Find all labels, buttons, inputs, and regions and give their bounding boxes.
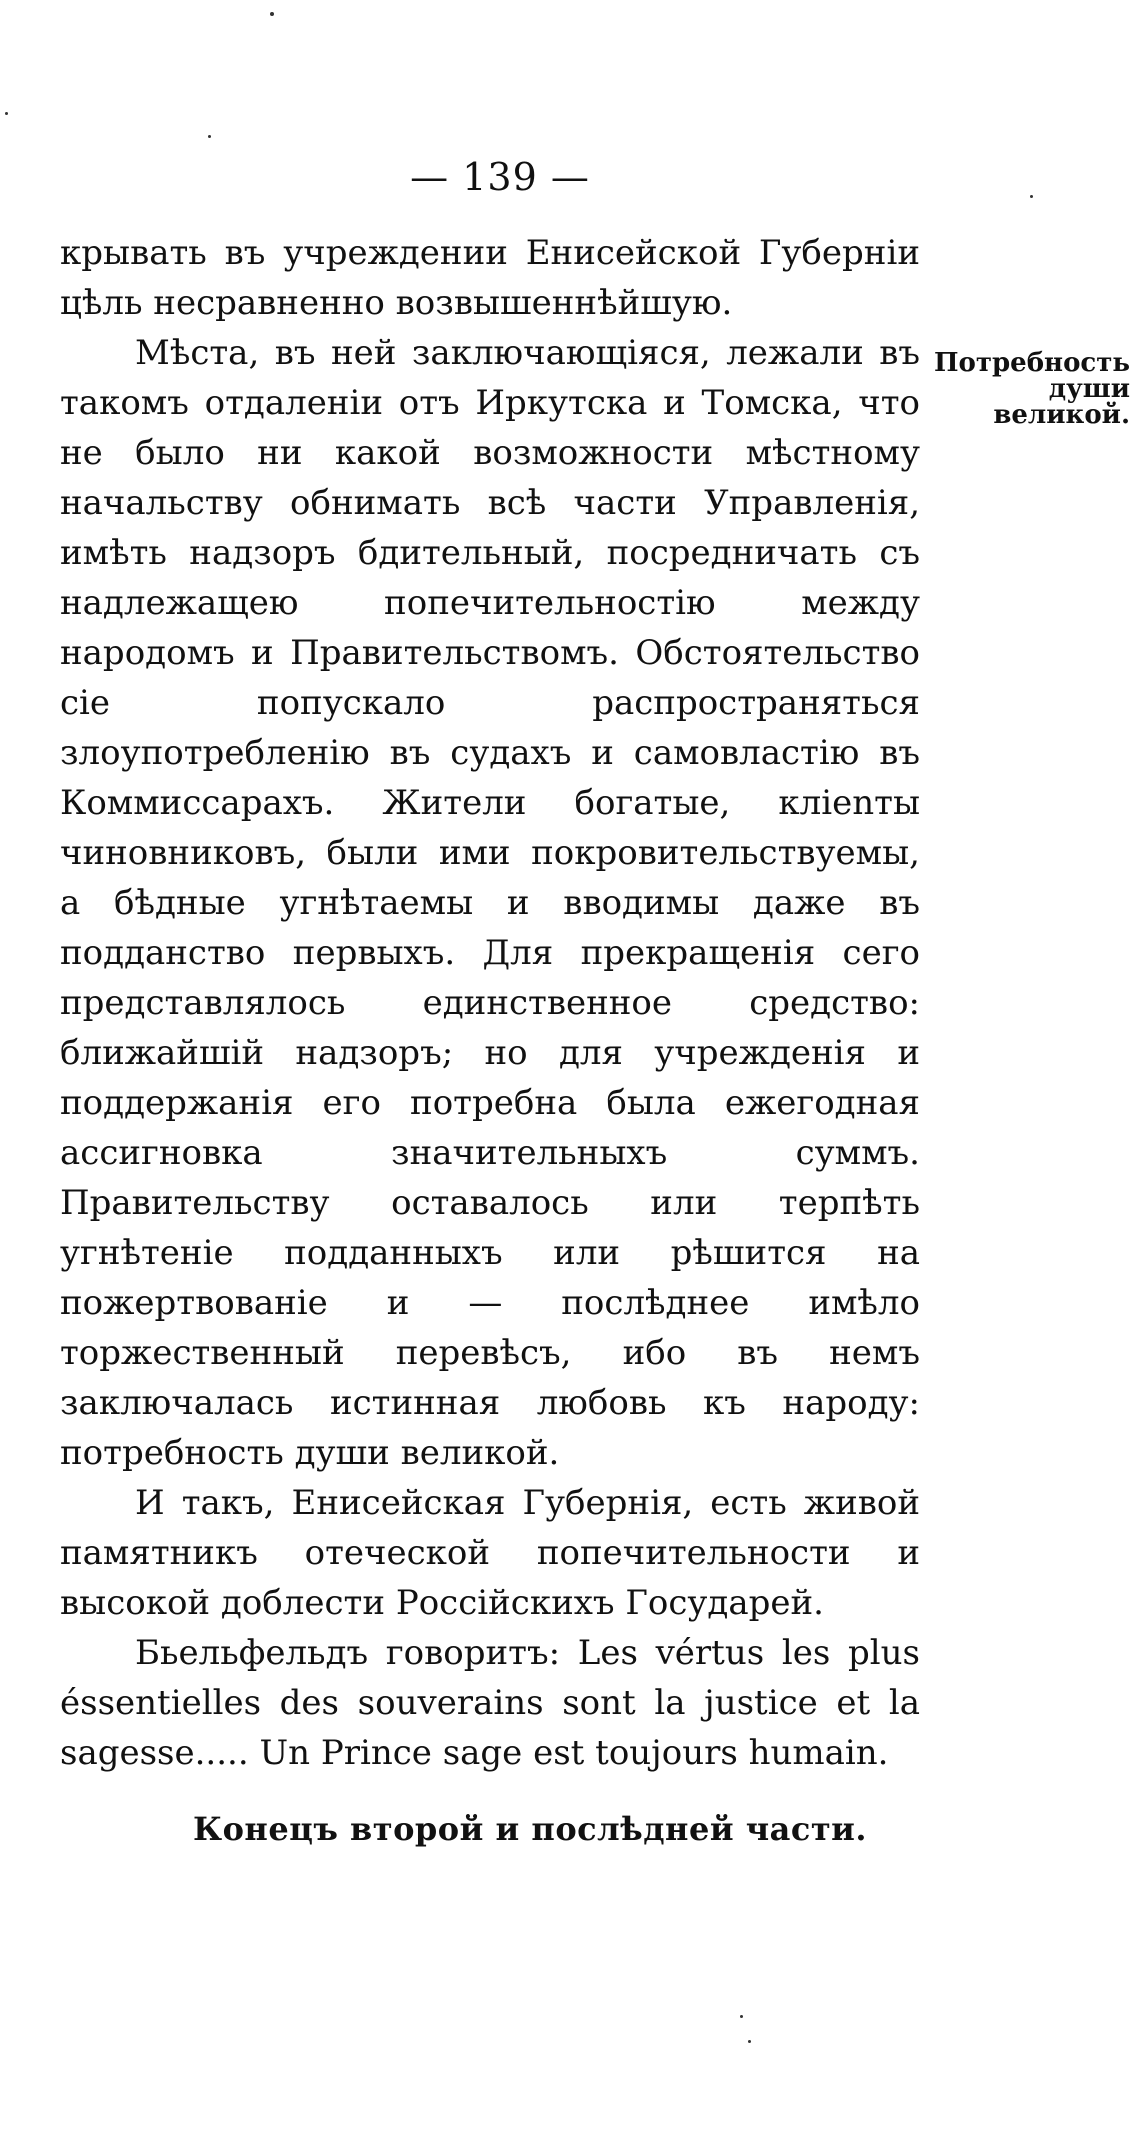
paragraph-conclusion: И такъ, Енисейская Губернія, есть живой памятникъ отеческой попечительности и высокой доблести Россійскихъ Государей. [60,1483,920,1623]
ink-speck [208,135,211,138]
margin-note: Потребность души великой. [933,348,1130,430]
page-number: — 139 — [410,155,590,199]
paragraph-continuation: крывать въ учреждении Енисейской Губерніи цѣль несравненно возвышеннѣйшую. [60,233,920,323]
ink-speck [1030,195,1033,198]
ink-speck [740,2015,743,2018]
body-text [60,228,920,1778]
ink-speck [5,112,8,115]
paragraph-quote: Бьельфельдъ говоритъ: Les vértus les plus éssentielles des souverains sont la justice et la sagesse..... Un Prince sage est toujours humain. [60,1633,920,1773]
end-of-part-line: Конецъ второй и послѣдней части. [192,1810,868,1848]
paragraph-main: Мѣста, въ ней заключающіяся, лежали въ такомъ отдаленіи отъ Иркутска и Томска, что не было ни какой возможности мѣстному начальству обнимать всѣ части Управленія, имѣть надзоръ бдительный, посредничать съ надлежащею попечительностію между народомъ и Правительствомъ. Обстоятельство сіе попускало распространяться злоупотребленію въ судахъ и самовластію въ Коммиссарахъ. Жители богатые, клienты чиновниковъ, были ими покровительствуемы, а бѣдные угнѣтаемы и вводимы даже въ подданство первыхъ. Для прекращенія сего представлялось единственное средство: ближайшій надзоръ; но для учрежденія и поддержанія его потребна была ежегодная ассигновка значительныхъ суммъ. Правительству оставалось или терпѣть угнѣтеніе подданныхъ или рѣшится на пожертвованіе и — послѣднее имѣло торжественный перевѣсъ, ибо въ немъ заключалась истинная любовь къ народу: потребность души великой. [60,333,920,1473]
ink-speck [270,12,274,16]
ink-speck [748,2040,751,2043]
